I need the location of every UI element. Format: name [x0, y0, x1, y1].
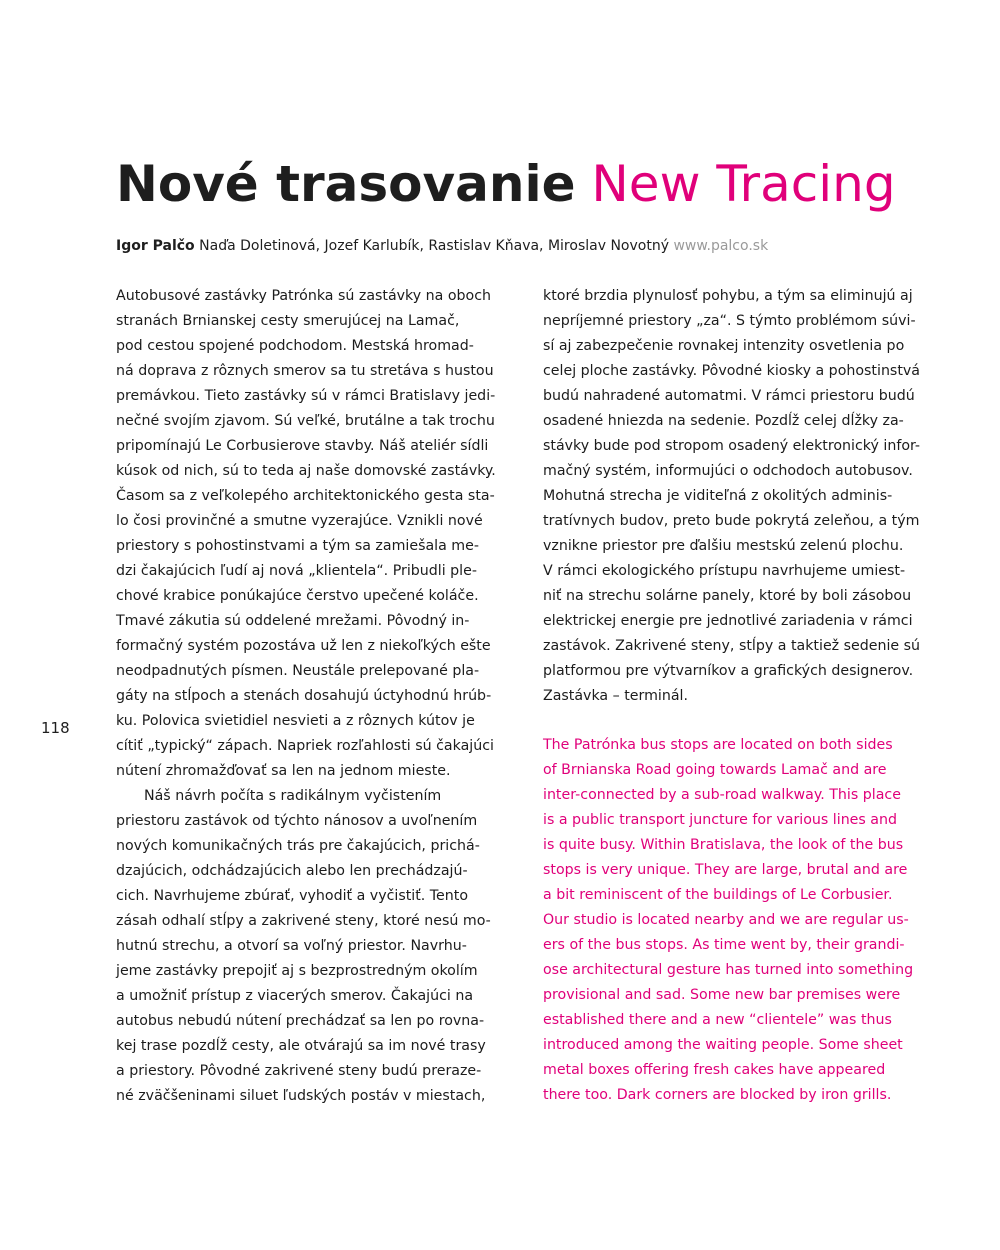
text-line-english: ose architectural gesture has turned into something: [543, 962, 914, 978]
text-line: cítiť „typický“ zápach. Napriek rozľahlosti sú čakajúci: [116, 738, 494, 754]
text-line: stávky bude pod stropom osadený elektronický infor-: [543, 438, 921, 454]
text-line: tratívnych budov, preto bude pokrytá zeleňou, a tým: [543, 513, 920, 529]
text-line: premávkou. Tieto zastávky sú v rámci Bratislavy jedi-: [116, 388, 496, 404]
text-line-english: Our studio is located nearby and we are regular us-: [543, 912, 909, 928]
text-line-english: is quite busy. Within Bratislava, the look of the bus: [543, 837, 904, 853]
title-english: New Tracing: [591, 155, 896, 213]
text-line: zastávok. Zakrivené steny, stĺpy a taktiež sedenie sú: [543, 638, 921, 654]
text-line: cich. Navrhujeme zbúrať, vyhodiť a vyčistiť. Tento: [116, 888, 469, 904]
text-line: Časom sa z veľkolepého architektonického gesta sta-: [116, 488, 495, 504]
slovak-text-column-right: [543, 284, 953, 709]
text-line: Autobusové zastávky Patrónka sú zastávky na oboch: [116, 288, 492, 304]
text-line: ku. Polovica svietidiel nesvieti a z rôznych kútov je: [116, 713, 475, 729]
text-line: budú nahradené automatmi. V rámci priestoru budú: [543, 388, 915, 404]
text-line: dzi čakajúcich ľudí aj nová „klientela“. Pribudli ple-: [116, 563, 477, 579]
text-line: vznikne priestor pre ďalšiu mestskú zelenú plochu.: [543, 538, 904, 554]
author-credits: [116, 236, 768, 256]
title-slovak: Nové trasovanie: [116, 155, 576, 213]
co-authors: Naďa Doletinová, Jozef Karlubík, Rastislav Kňava, Miroslav Novotný: [199, 238, 669, 254]
text-line: Mohutná strecha je viditeľná z okolitých adminis-: [543, 488, 893, 504]
text-line: nútení zhromažďovať sa len na jednom mieste.: [116, 763, 451, 779]
text-line: pripomínajú Le Corbusierove stavby. Náš ateliér sídli: [116, 438, 489, 454]
text-line-english: stops is very unique. They are large, brutal and are: [543, 862, 908, 878]
text-line-english: there too. Dark corners are blocked by iron grills.: [543, 1087, 892, 1103]
text-line: a priestory. Pôvodné zakrivené steny budú preraze-: [116, 1063, 482, 1079]
text-line: mačný systém, informujúci o odchodoch autobusov.: [543, 463, 913, 479]
text-line-english: introduced among the waiting people. Some sheet: [543, 1037, 903, 1053]
text-line-english: established there and a new “clientele” was thus: [543, 1012, 892, 1028]
slovak-text-column-left: [116, 284, 516, 1109]
text-line-english: ers of the bus stops. As time went by, their grandi-: [543, 937, 905, 953]
text-line: osadené hniezda na sedenie. Pozdĺž celej dĺžky za-: [543, 413, 904, 429]
text-line: priestory s pohostinstvami a tým sa zamiešala me-: [116, 538, 479, 554]
text-line: platformou pre výtvarníkov a grafických designerov.: [543, 663, 914, 679]
text-line: kej trase pozdĺž cesty, ale otvárajú sa im nové trasy: [116, 1038, 486, 1054]
text-line: stranách Brnianskej cesty smerujúcej na Lamač,: [116, 313, 460, 329]
text-line: ná doprava z rôznych smerov sa tu stretáva s hustou: [116, 363, 494, 379]
text-line: zásah odhalí stĺpy a zakrivené steny, ktoré nesú mo-: [116, 913, 491, 929]
text-line: ktoré brzdia plynulosť pohybu, a tým sa eliminujú aj: [543, 288, 913, 304]
text-line: Zastávka – terminál.: [543, 688, 689, 704]
english-text-column: [543, 733, 953, 1108]
text-line: lo čosi provinčné a smutne vyzerajúce. Vznikli nové: [116, 513, 483, 529]
text-line: hutnú strechu, a otvorí sa voľný priestor. Navrhu-: [116, 938, 467, 954]
page-number: 118: [41, 719, 70, 737]
text-line: sí aj zabezpečenie rovnakej intenzity osvetlenia po: [543, 338, 905, 354]
text-line: nových komunikačných trás pre čakajúcich, prichá-: [116, 838, 480, 854]
text-line: V rámci ekologického prístupu navrhujeme umiest-: [543, 563, 906, 579]
text-line: nečné svojím zjavom. Sú veľké, brutálne a tak trochu: [116, 413, 495, 429]
text-line: autobus nebudú nútení prechádzať sa len po rovna-: [116, 1013, 485, 1029]
text-line: Tmavé zákutia sú oddelené mrežami. Pôvodný in-: [116, 613, 470, 629]
text-line: kúsok od nich, sú to teda aj naše domovské zastávky.: [116, 463, 496, 479]
text-line: pod cestou spojené podchodom. Mestská hromad-: [116, 338, 474, 354]
text-line-english: The Patrónka bus stops are located on both sides: [543, 737, 893, 753]
text-line: priestoru zastávok od týchto nánosov a uvoľnením: [116, 813, 478, 829]
text-line: né zväčšeninami siluet ľudských postáv v miestach,: [116, 1088, 486, 1104]
text-line-english: of Brnianska Road going towards Lamač and are: [543, 762, 887, 778]
text-line: dzajúcich, odchádzajúcich alebo len prechádzajú-: [116, 863, 468, 879]
page-title: [116, 152, 896, 216]
text-line: neodpadnutých písmen. Neustále prelepované pla-: [116, 663, 480, 679]
text-line-english: is a public transport juncture for various lines and: [543, 812, 898, 828]
text-line: a umožniť prístup z viacerých smerov. Čakajúci na: [116, 988, 474, 1004]
text-line: formačný systém pozostáva už len z niekoľkých ešte: [116, 638, 491, 654]
text-line: elektrickej energie pre jednotlivé zariadenia v rámci: [543, 613, 913, 629]
text-line: niť na strechu solárne panely, ktoré by boli zásobou: [543, 588, 912, 604]
lead-author: Igor Palčo: [116, 238, 195, 254]
text-line: gáty na stĺpoch a stenách dosahujú úctyhodnú hrúb-: [116, 688, 492, 704]
text-line-english: provisional and sad. Some new bar premises were: [543, 987, 901, 1003]
text-line-english: a bit reminiscent of the buildings of Le Corbusier.: [543, 887, 893, 903]
text-line-english: inter-connected by a sub-road walkway. This place: [543, 787, 901, 803]
text-line-paragraph-start: Náš návrh počíta s radikálnym vyčistením: [144, 788, 442, 804]
website-url: www.palco.sk: [673, 238, 769, 254]
text-line: celej ploche zastávky. Pôvodné kiosky a pohostinstvá: [543, 363, 920, 379]
text-line: jeme zastávky prepojiť aj s bezprostredným okolím: [116, 963, 478, 979]
text-line: nepríjemné priestory „za“. S týmto problémom súvi-: [543, 313, 916, 329]
text-line: chové krabice ponúkajúce čerstvo upečené koláče.: [116, 588, 479, 604]
text-line-english: metal boxes offering fresh cakes have appeared: [543, 1062, 886, 1078]
